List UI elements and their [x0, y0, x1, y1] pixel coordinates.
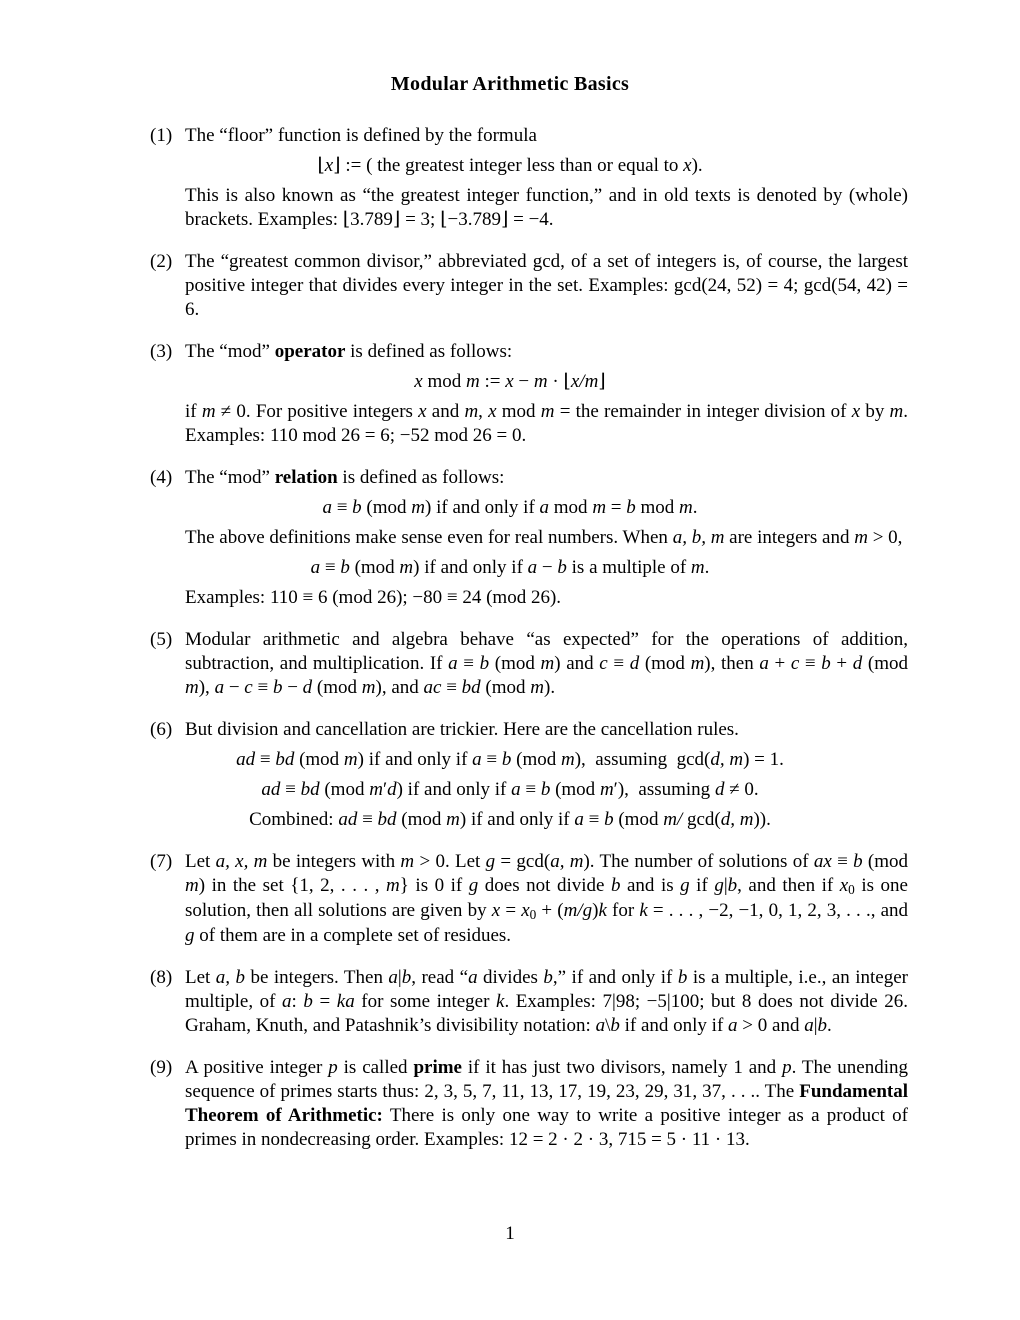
item-number: (1) [150, 125, 173, 146]
item-number: (7) [150, 851, 173, 872]
display-formula: Combined: ad ≡ bd (mod m) if and only if a ≡ b (mod m/ gcd(d, m)). [249, 809, 771, 830]
display-formula: a ≡ b (mod m) if and only if a − b is a multiple of m. [310, 557, 710, 578]
paragraph: The “mod” operator is defined as follows: [185, 341, 513, 362]
display-formula: a ≡ b (mod m) if and only if a mod m = b mod m. [322, 497, 698, 518]
item-number: (5) [150, 629, 173, 650]
item-content [185, 628, 908, 700]
paragraph: This is also known as “the greatest integer function,” and in old texts is denoted by (whole) brackets. Examples: ⌊3.789⌋ = 3; ⌊−3.789⌋ = −4. [185, 185, 908, 230]
paragraph: Let a, x, m be integers with m > 0. Let g = gcd(a, m). The number of solutions of ax ≡ b (mod m) in the set {1, 2, . . . , m} is 0 if g does not divide b and is g if g|b, and then if $x_0$ is one solution, then all solutions are given by $x = x_0 + (m/g)k$ for k = . . . , −2, −1, 0, 1, 2, 3, . . ., and g of them are in a complete set of residues. [185, 851, 909, 946]
item-content [185, 340, 908, 448]
list-item [112, 340, 908, 448]
item-number: (6) [150, 719, 173, 740]
list-item [112, 628, 908, 700]
item-number: (4) [150, 467, 173, 488]
paragraph: The above definitions make sense even for real numbers. When a, b, m are integers and m > 0, [185, 527, 903, 548]
paragraph: But division and cancellation are trickier. Here are the cancellation rules. [185, 719, 739, 740]
page-title: Modular Arithmetic Basics [390, 73, 630, 95]
display-formula: ⌊x⌋ := ( the greatest integer less than or equal to x). [317, 155, 703, 176]
item-content [185, 966, 908, 1038]
item-number: (2) [150, 251, 173, 272]
item-content [185, 466, 908, 610]
display-formula: x mod m := x − m · ⌊x/m⌋ [414, 371, 606, 392]
item-content [185, 250, 908, 322]
enumerated-list [112, 124, 908, 1152]
item-content [185, 124, 908, 232]
list-item [112, 1056, 908, 1152]
paragraph: The “floor” function is defined by the formula [185, 125, 537, 146]
list-item [112, 124, 908, 232]
paragraph: The “mod” relation is defined as follows: [185, 467, 505, 488]
list-item [112, 250, 908, 322]
paragraph: A positive integer p is called prime if it has just two divisors, namely 1 and p. The unending sequence of primes starts thus: 2, 3, 5, 7, 11, 13, 17, 19, 23, 29, 31, 37, . . .. The Fundamental Theorem of Arithmetic: There is only one way to write a positive integer as a product of primes in nondecreasing order. Examples: 12 = 2 · 2 · 3, 715 = 5 · 11 · 13. [185, 1057, 908, 1150]
item-content [185, 1056, 908, 1152]
paragraph: Let a, b be integers. Then a|b, read “a divides b,” if and only if b is a multiple, i.e., an integer multiple, of a: b = ka for some integer k. Examples: 7|98; −5|100; but 8 does not divide 26. Graham, Knuth, and Patashnik’s divisibility notation: a\b if and only if a > 0 and a|b. [185, 967, 909, 1036]
paragraph: Modular arithmetic and algebra behave “as expected” for the operations of addition, subtraction, and multiplication. If a ≡ b (mod m) and c ≡ d (mod m), then a + c ≡ b + d (mod m), a − c ≡ b − d (mod m), and ac ≡ bd (mod m). [185, 629, 908, 698]
page-number: 1 [505, 1223, 515, 1244]
item-number: (8) [150, 967, 173, 988]
item-number: (3) [150, 341, 173, 362]
list-item [112, 966, 908, 1038]
item-content [185, 718, 908, 832]
list-item [112, 466, 908, 610]
paragraph: if m ≠ 0. For positive integers x and m, x mod m = the remainder in integer division of x by m. Examples: 110 mod 26 = 6; −52 mod 26 = 0. [185, 401, 909, 446]
paragraph: Examples: 110 ≡ 6 (mod 26); −80 ≡ 24 (mod 26). [185, 587, 562, 608]
item-number: (9) [150, 1057, 173, 1078]
list-item [112, 718, 908, 832]
item-content [185, 850, 908, 948]
display-formula: ad ≡ bd (mod m′d) if and only if a ≡ b (mod m′), assuming d ≠ 0. [261, 779, 759, 800]
list-item [112, 850, 908, 948]
paragraph: The “greatest common divisor,” abbreviated gcd, of a set of integers is, of course, the largest positive integer that divides every integer in the set. Examples: gcd(24, 52) = 4; gcd(54, 42) = 6. [185, 251, 908, 320]
display-formula: ad ≡ bd (mod m) if and only if a ≡ b (mod m), assuming gcd(d, m) = 1. [236, 749, 784, 770]
